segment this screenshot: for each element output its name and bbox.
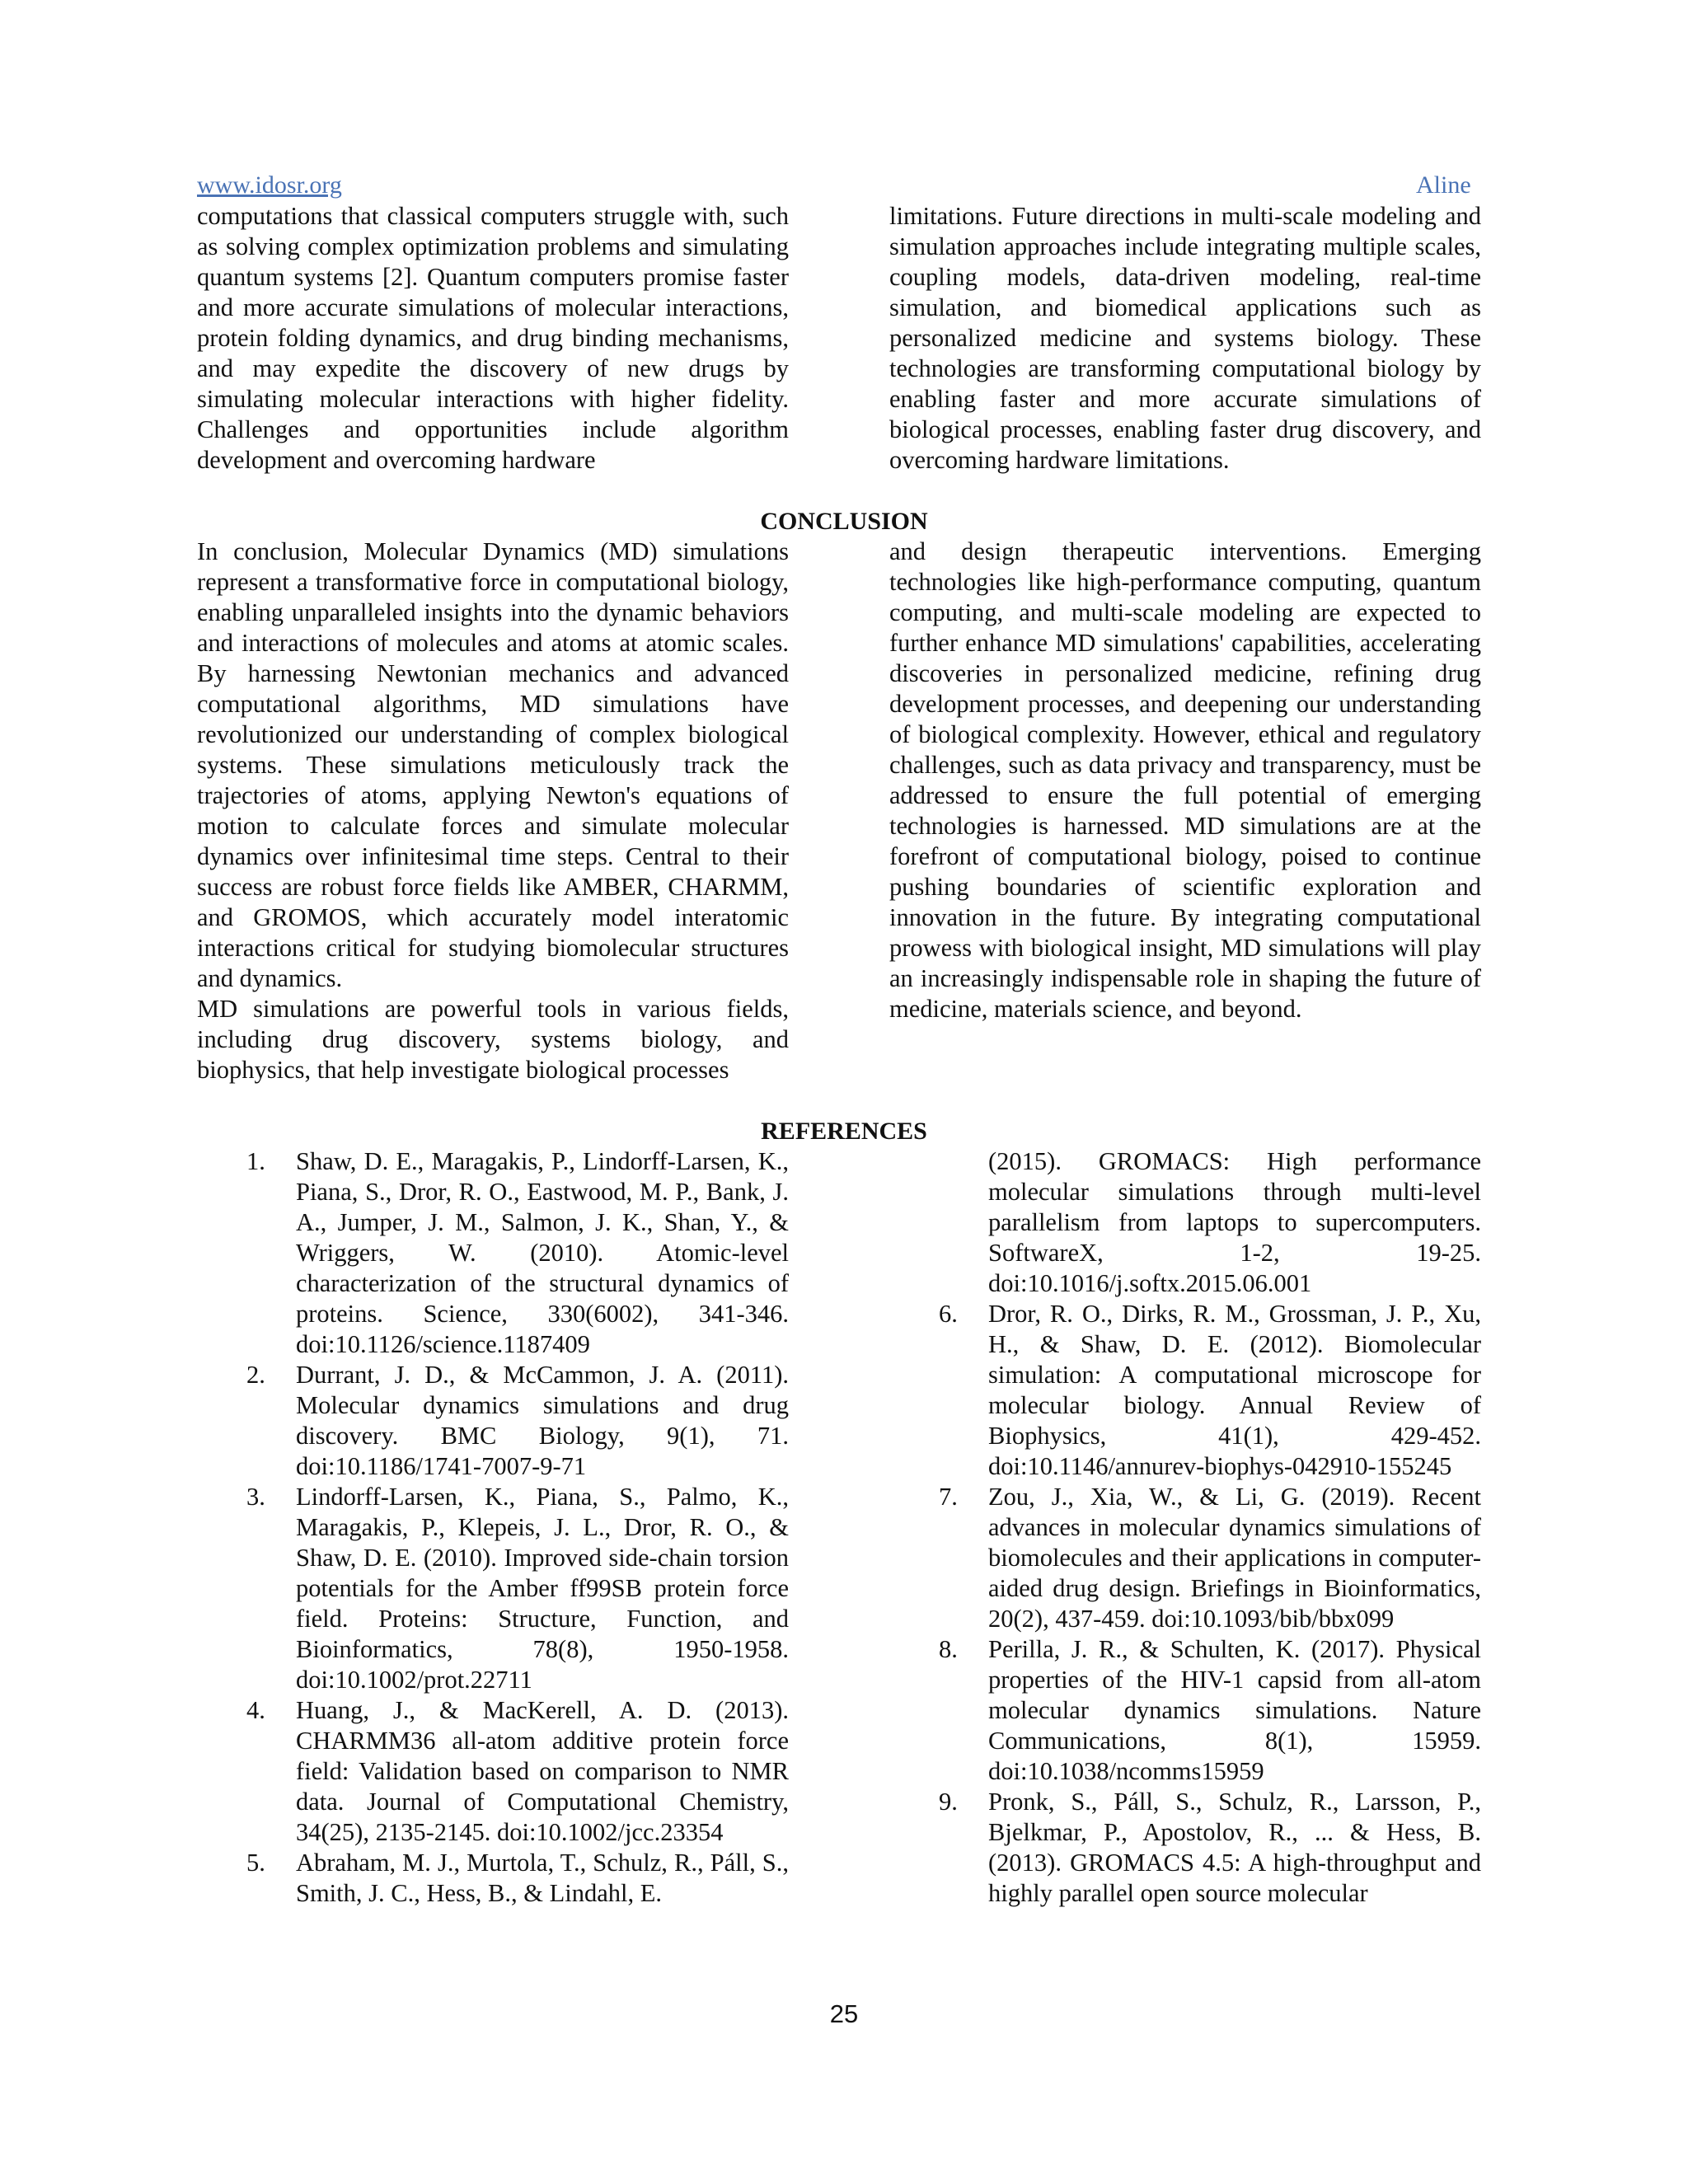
reference-text: Huang, J., & MacKerell, A. D. (2013). CHARMM36 all-atom additive protein force field: Validation based on comparison to NMR data. Journal of Computational Chemistry, 34(25), 2135-2145. doi:10.1002/jcc.23354 [296, 1696, 789, 1846]
reference-item [889, 1634, 1481, 1787]
reference-text: Durrant, J. D., & McCammon, J. A. (2011). Molecular dynamics simulations and drug discovery. BMC Biology, 9(1), 71. doi:10.1186/1741-7007-9-71 [296, 1361, 789, 1480]
reference-text: Abraham, M. J., Murtola, T., Schulz, R., Páll, S., Smith, J. C., Hess, B., & Lindahl, E. [296, 1849, 789, 1907]
conclusion-paragraph-3: and design therapeutic interventions. Emerging technologies like high-performance computing, quantum computing, and multi-scale modeling are expected to further enhance MD simulations' capabilities, accelerating discoveries in personalized medicine, refining drug development processes, and deepening our understanding of biological complexity. However, ethical and regulatory challenges, such as data privacy and transparency, must be addressed to ensure the full potential of emerging technologies is harnessed. MD simulations are at the forefront of computational biology, poised to continue pushing boundaries of scientific exploration and innovation in the future. By integrating computational prowess with biological insight, MD simulations will play an increasingly indispensable role in shaping the future of medicine, materials science, and beyond. [889, 537, 1481, 1023]
reference-item [889, 1299, 1481, 1482]
conclusion-left-column [197, 537, 789, 1085]
reference-list-left [197, 1146, 789, 1909]
reference-number: 8. [939, 1635, 958, 1663]
reference-number: 7. [939, 1483, 958, 1511]
reference-text: Dror, R. O., Dirks, R. M., Grossman, J. P., Xu, H., & Shaw, D. E. (2012). Biomolecular simulation: A computational microscope for molecular biology. Annual Review of Biophysics, 41(1), 429-452. doi:10.1146/annurev-biophys-042910-155245 [988, 1300, 1481, 1480]
reference-number: 9. [939, 1788, 958, 1816]
reference-item [197, 1848, 789, 1909]
conclusion-heading: CONCLUSION [760, 508, 928, 535]
intro-left-column [197, 201, 789, 476]
reference-text: Lindorff-Larsen, K., Piana, S., Palmo, K., Maragakis, P., Klepeis, J. L., Dror, R. O., & Shaw, D. E. (2010). Improved side-chain torsion potentials for the Amber ff99SB protein force field. Proteins: Structure, Function, and Bioinformatics, 78(8), 1950-1958. doi:10.1002/prot.22711 [296, 1483, 789, 1694]
references-heading: REFERENCES [761, 1118, 927, 1145]
reference-item [197, 1360, 789, 1482]
reference-item [889, 1787, 1481, 1909]
references-right-column [889, 1146, 1481, 1909]
reference-text: Zou, J., Xia, W., & Li, G. (2019). Recent advances in molecular dynamics simulations of biomolecules and their applications in computer-aided drug design. Briefings in Bioinformatics, 20(2), 437-459. doi:10.1093/bib/bbx099 [988, 1483, 1481, 1633]
reference-number: 2. [246, 1361, 265, 1389]
reference-text: (2015). GROMACS: High performance molecular simulations through multi-level parallelism from laptops to supercomputers. SoftwareX, 1-2, 19-25. doi:10.1016/j.softx.2015.06.001 [988, 1147, 1481, 1297]
reference-text: Shaw, D. E., Maragakis, P., Lindorff-Larsen, K., Piana, S., Dror, R. O., Eastwood, M. P., Bank, J. A., Jumper, J. M., Salmon, J. K., Shan, Y., & Wriggers, W. (2010). Atomic-level characterization of the structural dynamics of proteins. Science, 330(6002), 341-346. doi:10.1126/science.1187409 [296, 1147, 789, 1358]
conclusion-right-column [889, 537, 1481, 1024]
reference-text: Pronk, S., Páll, S., Schulz, R., Larsson, P., Bjelkmar, P., Apostolov, R., ... & Hess, B. (2013). GROMACS 4.5: A high-throughput and highly parallel open source molecular [988, 1788, 1481, 1907]
reference-item [197, 1482, 789, 1695]
reference-number: 1. [246, 1147, 265, 1175]
reference-item [889, 1482, 1481, 1634]
conclusion-paragraph-1: In conclusion, Molecular Dynamics (MD) simulations represent a transformative force in computational biology, enabling unparalleled insights into the dynamic behaviors and interactions of molecules and atoms at atomic scales. By harnessing Newtonian mechanics and advanced computational algorithms, MD simulations have revolutionized our understanding of complex biological systems. These simulations meticulously track the trajectories of atoms, applying Newton's equations of motion to calculate forces and simulate molecular dynamics over infinitesimal time steps. Central to their success are robust force fields like AMBER, CHARMM, and GROMOS, which accurately model interatomic interactions critical for studying biomolecular structures and dynamics. [197, 537, 789, 992]
journal-site-link[interactable]: www.idosr.org [197, 171, 342, 199]
reference-text: Perilla, J. R., & Schulten, K. (2017). Physical properties of the HIV-1 capsid from all-atom molecular dynamics simulations. Nature Communications, 8(1), 15959. doi:10.1038/ncomms15959 [988, 1635, 1481, 1785]
intro-right-column [889, 201, 1481, 476]
intro-right-paragraph: limitations. Future directions in multi-scale modeling and simulation approaches include integrating multiple scales, coupling models, data-driven modeling, real-time simulation, and biomedical applications such as personalized medicine and systems biology. These technologies are transforming computational biology by enabling faster and more accurate simulations of biological processes, enabling faster drug discovery, and overcoming hardware limitations. [889, 202, 1481, 474]
running-header-author: Aline [1416, 171, 1471, 199]
page-number: 25 [829, 1999, 859, 2028]
reference-list-right [889, 1146, 1481, 1909]
reference-item [197, 1146, 789, 1360]
conclusion-paragraph-2: MD simulations are powerful tools in various fields, including drug discovery, systems biology, and biophysics, that help investigate biological processes [197, 995, 789, 1084]
references-left-column [197, 1146, 789, 1909]
reference-number: 5. [246, 1849, 265, 1877]
reference-number: 4. [246, 1696, 265, 1724]
reference-number: 3. [246, 1483, 265, 1511]
reference-item [197, 1695, 789, 1848]
reference-item-continued [889, 1146, 1481, 1299]
intro-left-paragraph: computations that classical computers struggle with, such as solving complex optimization problems and simulating quantum systems [2]. Quantum computers promise faster and more accurate simulations of molecular interactions, protein folding dynamics, and drug binding mechanisms, and may expedite the discovery of new drugs by simulating molecular interactions with higher fidelity. Challenges and opportunities include algorithm development and overcoming hardware [197, 202, 789, 474]
reference-number: 6. [939, 1300, 958, 1328]
